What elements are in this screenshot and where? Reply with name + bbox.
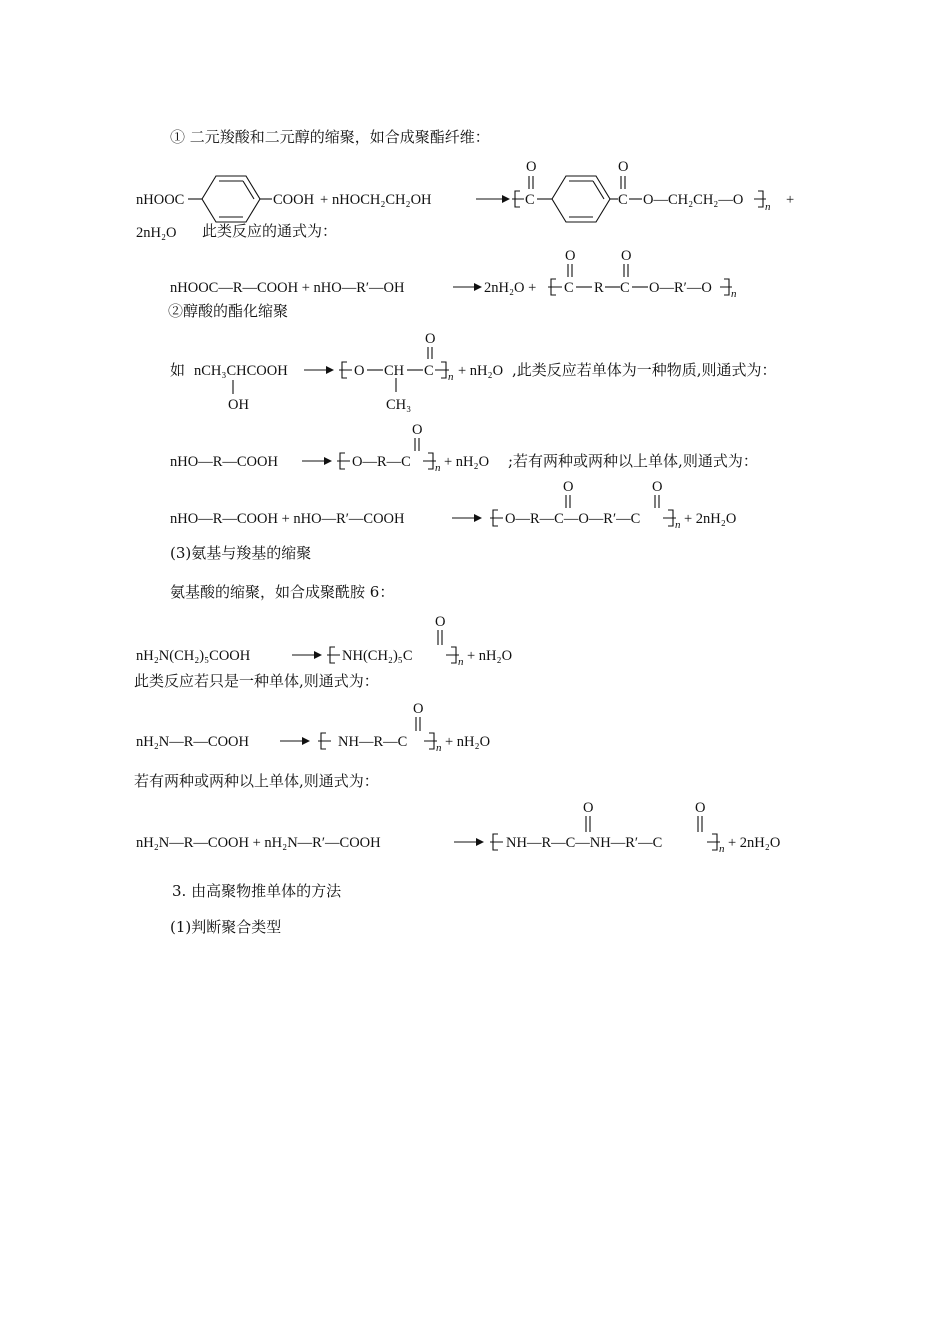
reaction-arrow [452, 514, 482, 522]
e2-C1: C [564, 280, 574, 296]
bracket-left [512, 191, 524, 207]
text-l9: 此类反应若只是一种单体,则通式为： [134, 672, 379, 690]
equation-general-two-hydroxy-acids [168, 477, 788, 529]
e7-O: O [413, 701, 424, 717]
e5-O1: O [563, 479, 574, 495]
e7-mid: NH—R—C [338, 734, 408, 750]
e2-R: R [594, 280, 604, 296]
e1-tail: O—CH₂CH₂—O [643, 192, 744, 208]
text-l6: ;若有两种或两种以上单体,则通式为： [508, 452, 758, 470]
e6-n: n [458, 656, 464, 668]
e3-right: + nH₂O [458, 363, 504, 379]
e5-mid: O—R—C—O—R′—C [505, 511, 641, 527]
text-l7: (3)氨基与羧基的缩聚 [170, 544, 312, 562]
e7-right: + nH₂O [445, 734, 491, 750]
e1-glycol: nHOCH₂CH₂OH [332, 192, 432, 208]
e1-water: 2nH₂O [136, 225, 177, 241]
text-l11: 3. 由高聚物推单体的方法 [172, 882, 342, 900]
reaction-arrow [280, 737, 310, 745]
e6-right: + nH₂O [467, 648, 513, 664]
reaction-arrow [454, 838, 484, 846]
e6-mid: NH(CH₂)₅C [342, 648, 413, 664]
text-l2: 此类反应的通式为： [202, 222, 338, 240]
bracket-left [337, 453, 350, 469]
text-l12: (1)判断聚合类型 [170, 918, 282, 936]
equation-general-two-amino-acids [132, 798, 812, 854]
e1-left: nHOOC [136, 192, 185, 208]
e6-left: nH₂N(CH₂)₅COOH [136, 648, 251, 664]
e3-Odbl: O [425, 331, 436, 347]
e1-n: n [765, 201, 771, 213]
equation-general-diacid-diol [168, 246, 788, 298]
bracket-left [490, 834, 503, 850]
text-l10: 若有两种或两种以上单体,则通式为： [134, 772, 379, 790]
e5-n: n [675, 519, 681, 531]
e1-C2: C [618, 192, 628, 208]
reaction-arrow [304, 366, 334, 374]
e4-right: + nH₂O [444, 454, 490, 470]
text-l3: ②醇酸的酯化缩聚 [168, 302, 289, 320]
e2-n: n [731, 288, 737, 300]
e2-left: nHOOC—R—COOH + nHO—R′—OH [170, 280, 405, 296]
e3-CH: CH [384, 363, 405, 379]
e8-mid: NH—R—C—NH—R′—C [506, 835, 663, 851]
reaction-arrow [453, 283, 482, 291]
e1-cooh: COOH [273, 192, 315, 208]
e8-O2: O [695, 800, 706, 816]
text-l5: ,此类反应若单体为一种物质,则通式为： [512, 361, 777, 379]
reaction-arrow [476, 195, 510, 203]
e2-tail: O—R′—O [649, 280, 712, 296]
e5-left: nHO—R—COOH + nHO—R′—COOH [170, 511, 405, 527]
e3-n: n [448, 371, 454, 383]
e2-C2: C [620, 280, 630, 296]
equation-polyester-water [132, 222, 192, 242]
text-l1: ① 二元羧酸和二元醇的缩聚，如合成聚酯纤维： [170, 128, 490, 146]
bracket-left [339, 362, 352, 378]
benzene-ring-2 [552, 176, 610, 222]
e1-O2: O [618, 159, 629, 175]
bracket-left [548, 279, 562, 295]
bracket-left [318, 733, 331, 749]
e8-left: nH₂N—R—COOH + nH₂N—R′—COOH [136, 835, 381, 851]
equation-nylon6 [132, 612, 552, 668]
e1-C1: C [525, 192, 535, 208]
e6-O: O [435, 614, 446, 630]
text-l8: 氨基酸的缩聚，如合成聚酰胺 6： [170, 583, 395, 601]
e2-Odbl1: O [565, 248, 576, 264]
e5-O2: O [652, 479, 663, 495]
e8-right: + 2nH₂O [728, 835, 781, 851]
e7-left: nH₂N—R—COOH [136, 734, 250, 750]
reaction-arrow [292, 651, 322, 659]
e4-mid: O—R—C [352, 454, 411, 470]
e5-right: + 2nH₂O [684, 511, 737, 527]
e1-O1: O [526, 159, 537, 175]
text-l4: 如 [170, 361, 186, 379]
equation-lactic-acid [190, 330, 530, 415]
equation-general-hydroxy-acid [168, 420, 528, 472]
e2-Odbl2: O [621, 248, 632, 264]
e8-O1: O [583, 800, 594, 816]
e3-left: nCH₃CHCOOH [194, 363, 288, 379]
e1-plus2: + [786, 192, 795, 208]
e7-n: n [436, 742, 442, 754]
equation-general-amino-acid [132, 700, 532, 752]
e1-plus: + [320, 192, 329, 208]
e4-left: nHO—R—COOH [170, 454, 278, 470]
bracket-left [490, 510, 503, 526]
reaction-arrow [302, 457, 332, 465]
e2-water: 2nH₂O + [484, 280, 537, 296]
e3-O: O [354, 363, 365, 379]
bracket-right [435, 362, 449, 378]
e3-OH: OH [228, 397, 249, 413]
benzene-ring-1 [202, 176, 260, 222]
e3-C: C [424, 363, 434, 379]
e3-CH3: CH₃ [386, 397, 412, 413]
e8-n: n [719, 843, 725, 855]
bracket-left [327, 647, 340, 663]
e4-n: n [435, 462, 441, 474]
e4-O: O [412, 422, 423, 438]
